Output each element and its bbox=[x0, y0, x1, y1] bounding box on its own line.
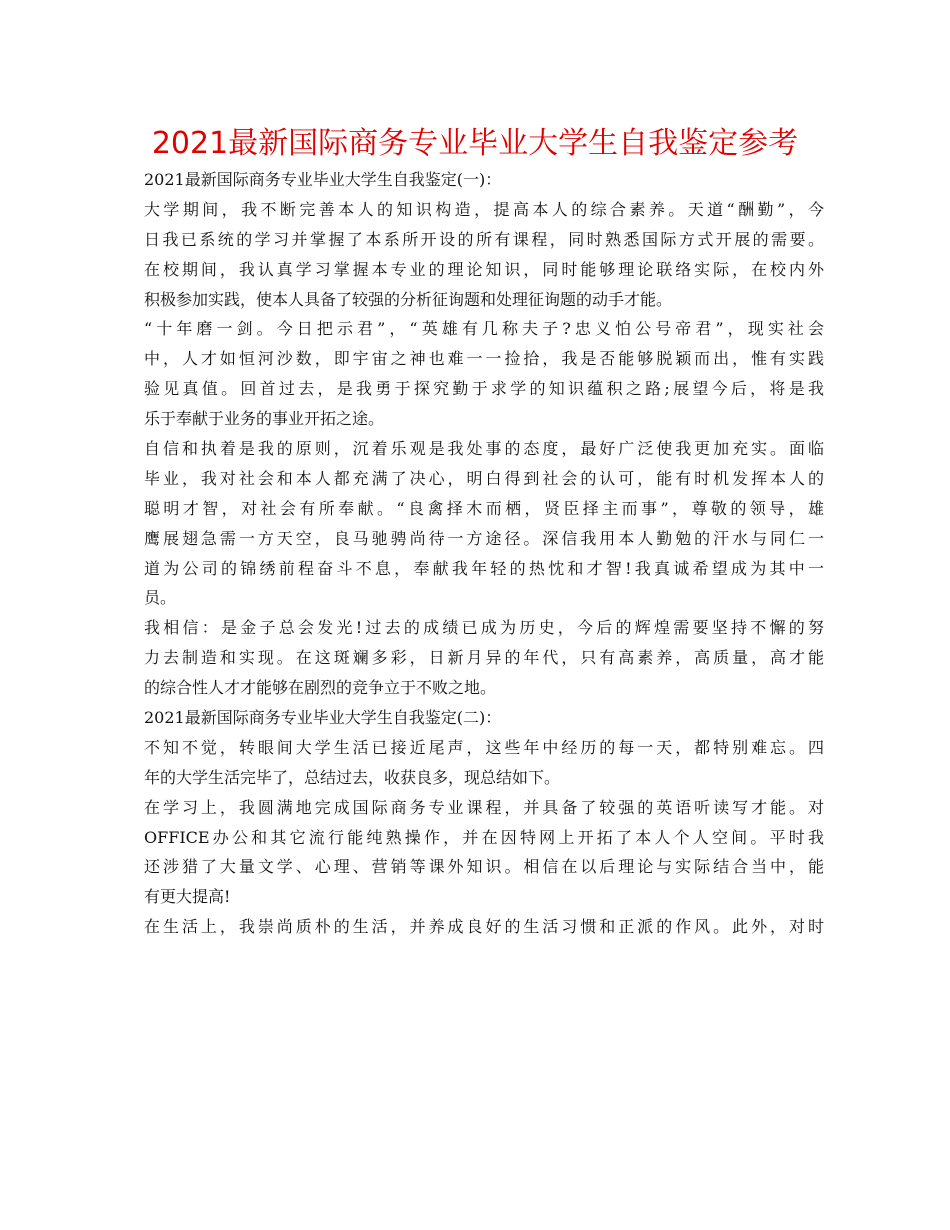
document-body bbox=[144, 165, 824, 942]
text-line: 日我已系统的学习并掌握了本系所开设的所有课程，同时熟悉国际方式开展的需要。 bbox=[144, 229, 824, 249]
text-line: 在生活上，我崇尚质朴的生活，并养成良好的生活习惯和正派的作风。此外，对时 bbox=[144, 917, 824, 937]
document-title: 2021最新国际商务专业毕业大学生自我鉴定参考 bbox=[151, 126, 799, 161]
text-line: 聪明才智，对社会有所奉献。“良禽择木而栖，贤臣择主而事”，尊敬的领导，雄 bbox=[144, 498, 824, 518]
text-line: 积极参加实践，使本人具备了较强的分析征询题和处理征询题的动手才能。 bbox=[144, 289, 673, 309]
text-line: 在学习上，我圆满地完成国际商务专业课程，并具备了较强的英语听读写才能。对 bbox=[144, 797, 824, 817]
text-line: 2021最新国际商务专业毕业大学生自我鉴定(二)： bbox=[144, 708, 502, 728]
text-line: “十年磨一剑。今日把示君”，“英雄有几称夫子?忠义怕公号帝君”，现实社会 bbox=[144, 319, 824, 339]
text-line: 中，人才如恒河沙数，即宇宙之神也难一一捡拾，我是否能够脱颖而出，惟有实践 bbox=[144, 349, 824, 369]
text-line: OFFICE办公和其它流行能纯熟操作，并在因特网上开拓了本人个人空间。平时我 bbox=[144, 827, 824, 847]
text-line: 鹰展翅急需一方天空，良马驰骋尚待一方途径。深信我用本人勤勉的汗水与同仁一 bbox=[144, 528, 824, 548]
text-line: 大学期间，我不断完善本人的知识构造，提高本人的综合素养。天道“酬勤”，今 bbox=[144, 199, 824, 219]
text-line: 在校期间，我认真学习掌握本专业的理论知识，同时能够理论联络实际，在校内外 bbox=[144, 259, 824, 279]
text-line: 2021最新国际商务专业毕业大学生自我鉴定(一)： bbox=[144, 170, 502, 189]
text-line: 验见真值。回首过去，是我勇于探究勤于求学的知识蕴积之路;展望今后，将是我 bbox=[144, 379, 824, 399]
text-line: 还涉猎了大量文学、心理、营销等课外知识。相信在以后理论与实际结合当中，能 bbox=[144, 857, 824, 877]
text-line: 员。 bbox=[144, 588, 177, 608]
text-line: 不知不觉，转眼间大学生活已接近尾声，这些年中经历的每一天，都特别难忘。四 bbox=[144, 737, 824, 757]
text-line: 自信和执着是我的原则，沉着乐观是我处事的态度，最好广泛使我更加充实。面临 bbox=[144, 439, 824, 459]
text-line: 乐于奉献于业务的事业开拓之途。 bbox=[144, 409, 385, 429]
text-line: 的综合性人才才能够在剧烈的竞争立于不败之地。 bbox=[144, 678, 497, 698]
text-line: 我相信：是金子总会发光!过去的成绩已成为历史，今后的辉煌需要坚持不懈的努 bbox=[144, 618, 824, 638]
text-line: 年的大学生活完毕了，总结过去，收获良多，现总结如下。 bbox=[144, 767, 561, 787]
text-line: 毕业，我对社会和本人都充满了决心，明白得到社会的认可，能有时机发挥本人的 bbox=[144, 468, 824, 488]
text-line: 力去制造和实现。在这斑斓多彩，日新月异的年代，只有高素养，高质量，高才能 bbox=[144, 648, 824, 668]
text-line: 道为公司的锦绣前程奋斗不息，奉献我年轻的热忱和才智!我真诚希望成为其中一 bbox=[144, 558, 824, 578]
text-line: 有更大提高! bbox=[144, 887, 231, 907]
